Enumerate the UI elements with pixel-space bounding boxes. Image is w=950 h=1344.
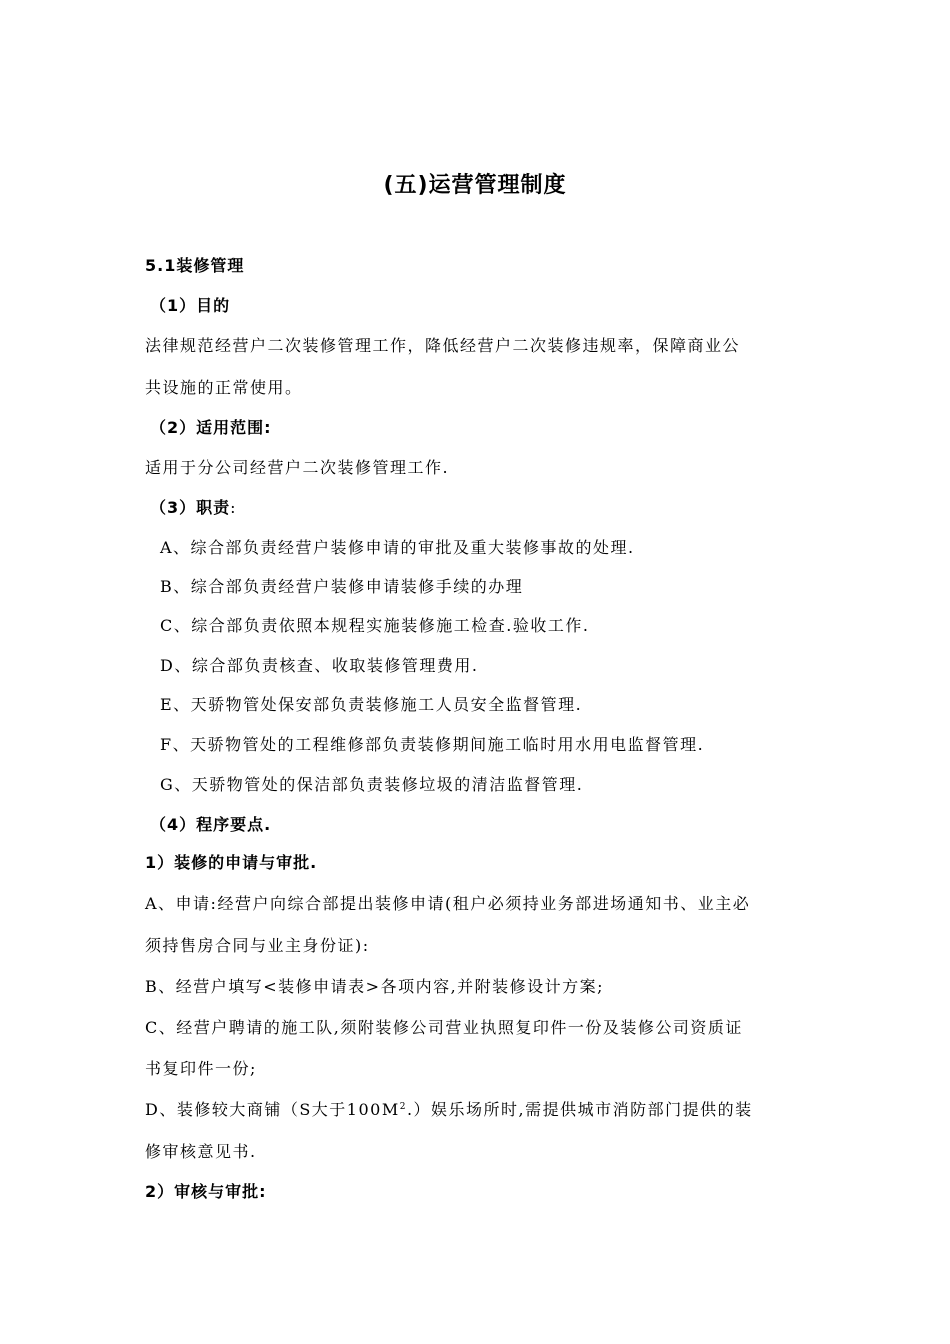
- duty-item: B、综合部负责经营户装修申请装修手续的办理: [160, 577, 524, 596]
- step1-line-1: A、申请:经营户向综合部提出装修申请(租户必须持业务部进场通知书、业主必: [145, 894, 751, 913]
- scope-heading: （2）适用范围:: [150, 418, 272, 437]
- duties-heading-bold: （3）职责: [150, 498, 231, 517]
- duty-item: D、综合部负责核查、收取装修管理费用.: [160, 656, 479, 675]
- procedure-heading: （4）程序要点.: [150, 815, 272, 834]
- step1-heading: 1）装修的申请与审批.: [145, 853, 318, 872]
- superscript-two: 2: [399, 1102, 407, 1112]
- step1-line-5: 书复印件一份;: [145, 1059, 257, 1078]
- step1-line-4: C、经营户聘请的施工队,须附装修公司营业执照复印件一份及装修公司资质证: [145, 1018, 743, 1037]
- section-heading: 5.1装修管理: [145, 256, 245, 275]
- step1-line-d: [145, 1098, 813, 1122]
- purpose-line-2: 共设施的正常使用。: [145, 378, 303, 397]
- duty-item: E、天骄物管处保安部负责装修施工人员安全监督管理.: [160, 695, 583, 714]
- step1-line-d-before: D、装修较大商铺（S大于100M: [145, 1100, 400, 1119]
- duty-item: A、综合部负责经营户装修申请的审批及重大装修事故的处理.: [160, 538, 635, 557]
- purpose-line-1: 法律规范经营户二次装修管理工作，降低经营户二次装修违规率，保障商业公: [145, 336, 741, 355]
- step1-line-d-2: 修审核意见书.: [145, 1142, 257, 1161]
- duty-item: C、综合部负责依照本规程实施装修施工检查.验收工作.: [160, 616, 590, 635]
- duty-item: F、天骄物管处的工程维修部负责装修期间施工临时用水用电监督管理.: [160, 735, 705, 754]
- page-title: (五)运营管理制度: [383, 173, 567, 198]
- step1-line-3: B、经营户填写<装修申请表>各项内容,并附装修设计方案;: [145, 977, 605, 996]
- step2-heading: 2）审核与审批:: [145, 1182, 267, 1201]
- duty-item: G、天骄物管处的保洁部负责装修垃圾的清洁监督管理.: [160, 775, 584, 794]
- step1-line-d-after: .）娱乐场所时,需提供城市消防部门提供的装: [406, 1100, 753, 1119]
- scope-text: 适用于分公司经营户二次装修管理工作.: [145, 458, 450, 477]
- duties-heading-tail: :: [230, 498, 238, 517]
- duties-heading: [150, 496, 818, 520]
- step1-line-2: 须持售房合同与业主身份证):: [145, 936, 370, 955]
- purpose-heading: （1）目的: [150, 296, 231, 315]
